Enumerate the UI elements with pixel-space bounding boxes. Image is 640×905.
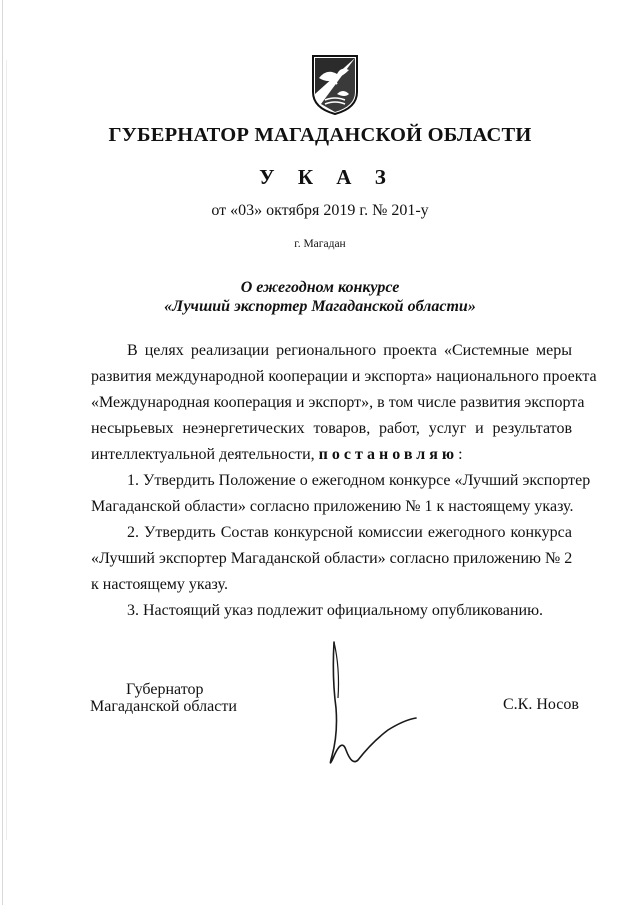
item-3-paragraph <box>91 598 572 624</box>
paragraph-line: несырьевых неэнергетических товаров, работ, услуг и результатов <box>91 420 572 437</box>
decree-verb: постановляю <box>318 446 459 463</box>
subject-line: «Лучший экспортер Магаданской области» <box>164 298 476 315</box>
document-type: У К А З <box>259 165 395 189</box>
item-2-paragraph <box>91 520 572 598</box>
paragraph-line: «Лучший экспортер Магаданской области» согласно приложению № 2 <box>91 550 573 567</box>
city-line: г. Магадан <box>294 238 346 250</box>
paragraph-line: Магаданской области» согласно приложению № 1 к настоящему указу. <box>91 498 574 515</box>
paragraph-line: к настоящему указу. <box>91 576 228 593</box>
signatory-title-line: Магаданской области <box>90 698 237 715</box>
paragraph-line: развития международной кооперации и экспорта» национального проекта <box>91 368 597 385</box>
paragraph-text: интеллектуальной деятельности, <box>91 446 315 463</box>
signatory-name: С.К. Носов <box>503 696 579 713</box>
item-1-paragraph <box>91 468 591 520</box>
paragraph-line <box>91 442 572 468</box>
paragraph-line: В целях реализации регионального проекта «Системные меры <box>127 342 572 359</box>
paragraph-line: 2. Утвердить Состав конкурсной комиссии ежегодного конкурса <box>127 524 572 541</box>
paragraph-line: 1. Утвердить Положение о ежегодном конкурсе «Лучший экспортер <box>127 472 591 489</box>
subject-line: О ежегодном конкурсе <box>240 279 400 296</box>
authority-title: ГУБЕРНАТОР МАГАДАНСКОЙ ОБЛАСТИ <box>108 124 532 146</box>
paragraph-line: «Международная кооперация и экспорт», в том числе развития экспорта <box>91 394 585 411</box>
preamble-paragraph <box>91 338 597 468</box>
date-number-line: от «03» октября 2019 г. № 201-у <box>211 202 429 219</box>
handwritten-signature <box>312 638 422 778</box>
signatory-title-line: Губернатор <box>126 681 204 698</box>
decree-subject <box>0 278 640 316</box>
paragraph-line: 3. Настоящий указ подлежит официальному опубликованию. <box>127 602 544 619</box>
decree-colon: : <box>458 446 463 463</box>
coat-of-arms-icon <box>311 54 359 116</box>
signatory-title <box>90 681 237 715</box>
